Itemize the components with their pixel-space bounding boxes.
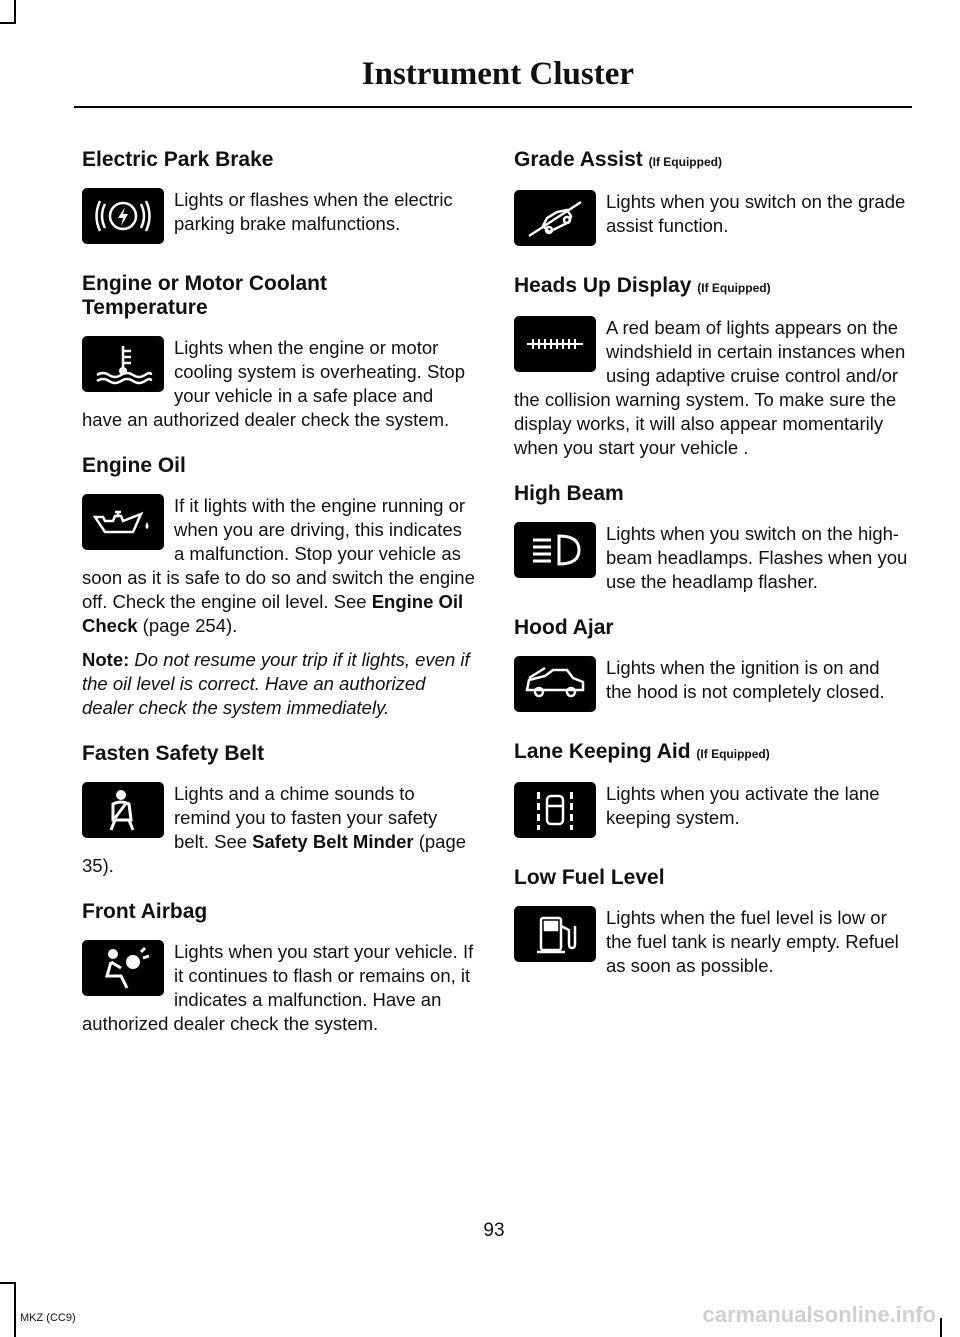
header-rule: [74, 106, 912, 108]
section-title: Lane Keeping Aid (If Equipped): [514, 740, 770, 763]
section-text: Lights when you switch on the grade assist function.: [606, 191, 906, 236]
hood-ajar-icon: [514, 656, 596, 712]
watermark: carmanualsonline.info: [702, 1302, 936, 1327]
crop-mark: [14, 1282, 16, 1337]
section-grade-assist: [514, 148, 908, 252]
left-column: [82, 148, 476, 1058]
section-text: Lights and a chime sounds to remind you to fasten your safety belt. See Safety Belt Minder (page 35).: [82, 783, 467, 876]
section-title: Low Fuel Level: [514, 866, 665, 889]
crop-mark: [940, 1318, 942, 1337]
section-text: Lights when the engine or motor cooling system is overheating. Stop your vehicle in a safe place and have an authorized dealer check the system.: [82, 337, 466, 430]
section-fasten-safety-belt: [82, 742, 476, 878]
section-title: Engine or Motor Coolant Temperature: [82, 272, 327, 319]
electric-park-brake-icon: [82, 188, 164, 244]
section-text: Lights or flashes when the electric parking brake malfunctions.: [174, 189, 453, 234]
section-front-airbag: [82, 900, 476, 1036]
page-number: 93: [483, 1220, 505, 1241]
high-beam-icon: [514, 522, 596, 578]
model-code: MKZ (CC9): [20, 1312, 76, 1324]
safety-belt-minder-link[interactable]: Safety Belt Minder: [252, 831, 414, 852]
section-title: Heads Up Display (If Equipped): [514, 274, 771, 297]
section-lane-keeping-aid: [514, 740, 908, 844]
section-title: High Beam: [514, 482, 624, 505]
section-title: Engine Oil: [82, 454, 186, 477]
section-title: Grade Assist (If Equipped): [514, 148, 722, 171]
section-title: Electric Park Brake: [82, 148, 274, 171]
safety-belt-icon: [82, 782, 164, 838]
section-coolant-temperature: [82, 272, 476, 432]
section-hood-ajar: [514, 616, 908, 718]
engine-oil-note: Note: Do not resume your trip if it lights, even if the oil level is correct. Have an authorized dealer check the system immediately.: [82, 649, 470, 718]
section-text: Lights when you switch on the high-beam headlamps. Flashes when you use the headlamp flasher.: [606, 523, 908, 592]
crop-mark: [0, 22, 16, 24]
engine-oil-icon: [82, 494, 164, 550]
crop-mark: [14, 0, 16, 22]
section-electric-park-brake: [82, 148, 476, 250]
crop-mark: [0, 1282, 16, 1284]
heads-up-display-icon: [514, 316, 596, 372]
section-title: Hood Ajar: [514, 616, 614, 639]
grade-assist-icon: [514, 190, 596, 246]
right-column: [514, 148, 908, 1000]
coolant-temperature-icon: [82, 336, 164, 392]
lane-keeping-aid-icon: [514, 782, 596, 838]
section-text: Lights when the ignition is on and the hood is not completely closed.: [606, 657, 885, 702]
section-low-fuel-level: [514, 866, 908, 978]
section-title: Front Airbag: [82, 900, 208, 923]
section-text: Lights when the fuel level is low or the fuel tank is nearly empty. Refuel as soon as possible.: [606, 907, 899, 976]
section-text: Lights when you start your vehicle. If it continues to flash or remains on, it indicates a malfunction. Have an authorized dealer check the system.: [82, 941, 474, 1034]
section-text: A red beam of lights appears on the windshield in certain instances when using adaptive cruise control and/or the collision warning system. To make sure the display works, it will also appear momentarily when you start your vehicle .: [514, 317, 906, 458]
section-text: If it lights with the engine running or when you are driving, this indicates a malfunction. Stop your vehicle as soon as it is safe to do so and switch the engine off. Check the engine oil level. See Engine Oil Check (page 254).: [82, 495, 475, 636]
airbag-icon: [82, 940, 164, 996]
low-fuel-icon: [514, 906, 596, 962]
section-heads-up-display: [514, 274, 908, 460]
engine-oil-check-link[interactable]: Engine Oil Check: [82, 591, 464, 636]
section-engine-oil: [82, 454, 476, 720]
section-high-beam: [514, 482, 908, 594]
section-text: Lights when you activate the lane keeping system.: [606, 783, 880, 828]
section-title: Fasten Safety Belt: [82, 742, 265, 765]
page-title: Instrument Cluster: [361, 56, 634, 92]
